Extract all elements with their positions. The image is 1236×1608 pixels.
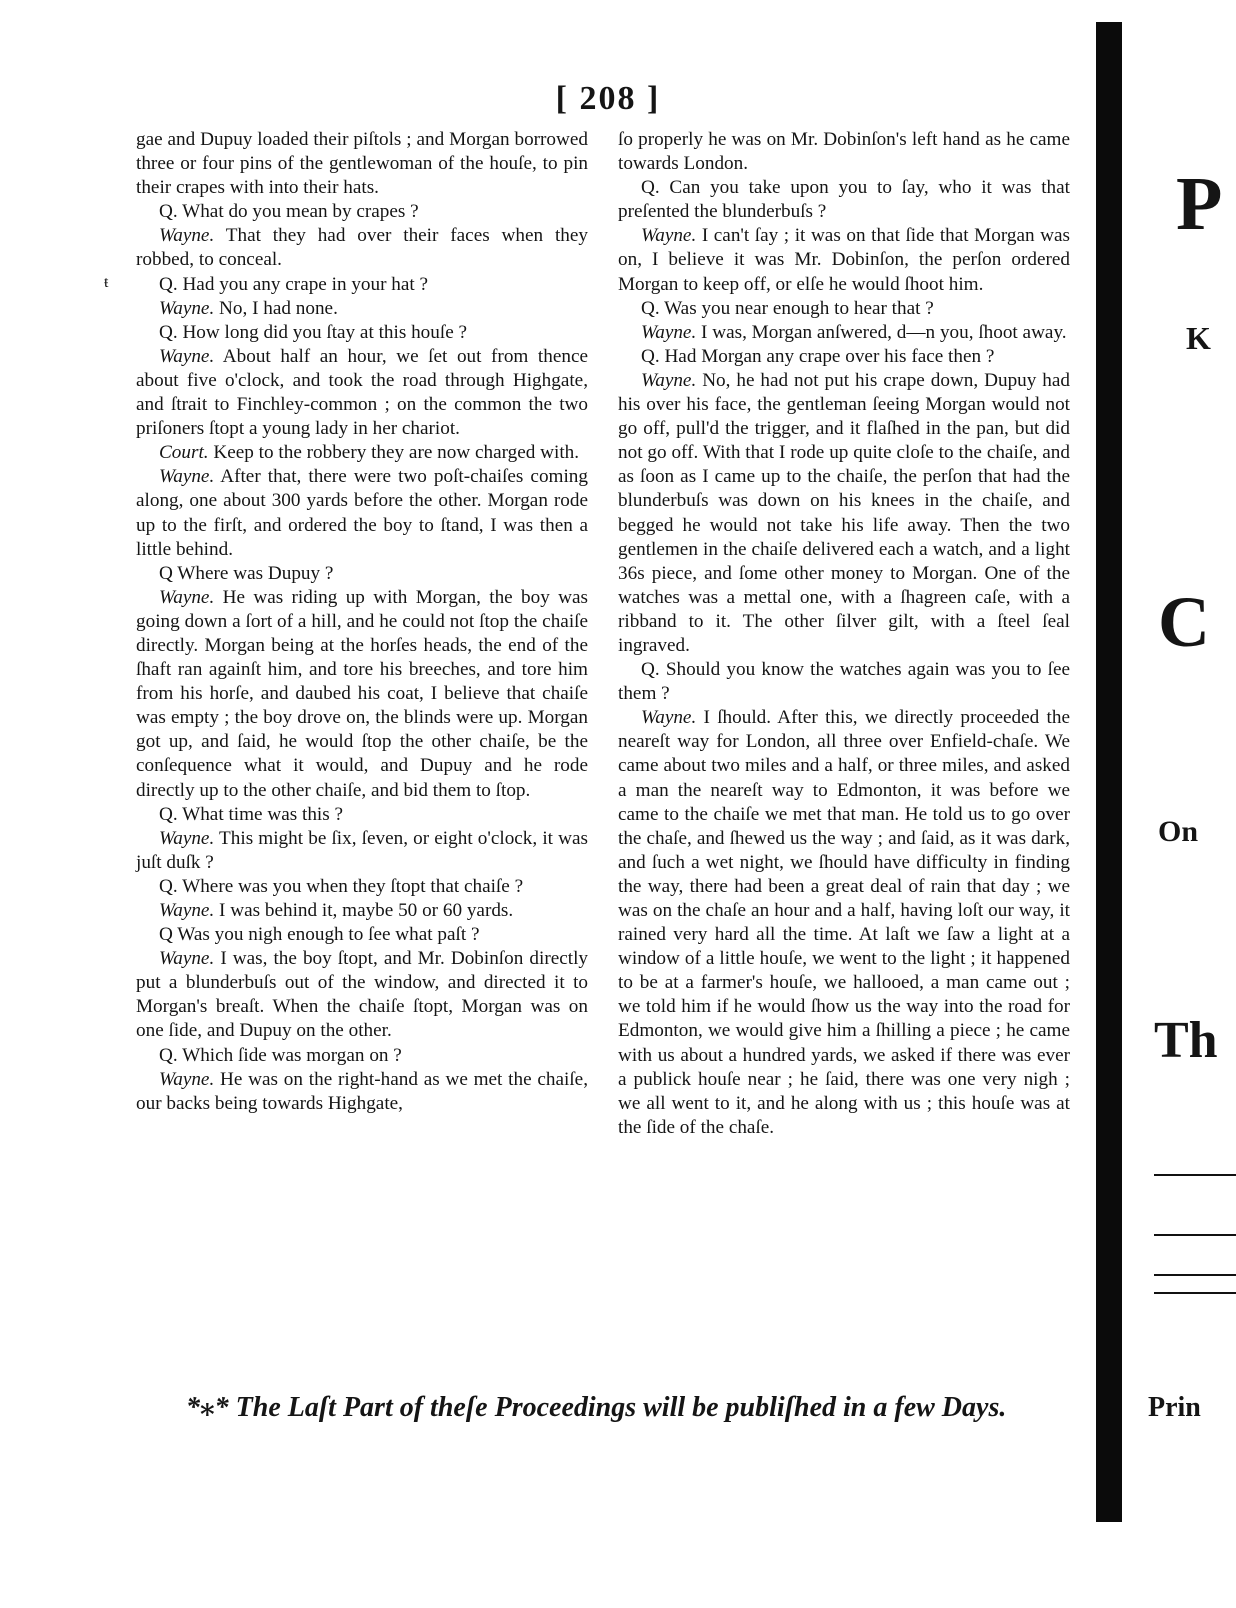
speaker-label: Wayne. (159, 225, 215, 247)
facing-page-text: K (1186, 320, 1211, 356)
paragraph (618, 297, 1070, 321)
paragraph-text: I can't ſay ; it was on that ſide that Morgan was on, I believe it was Mr. Dobinſon, the perſon ordered Morgan to keep off, or elſe he would ſhoot him. (618, 225, 1070, 295)
facing-page-rule (1154, 1234, 1236, 1236)
speaker-label: Wayne. (159, 827, 215, 849)
facing-page-text: P (1176, 164, 1223, 244)
speaker-label: Wayne. (641, 369, 697, 391)
facing-page-text: Prin (1148, 1392, 1201, 1423)
paragraph-text: I was, the boy ſtopt, and Mr. Dobinſon directly put a blunderbuſs out of the window, and directed it to Morgan's breaſt. When the chaiſe ſtopt, Morgan was on one ſide, and Dupuy on the other. (136, 948, 588, 1042)
paragraph-text: No, I had none. (219, 297, 338, 319)
paragraph-text: Q Was you nigh enough to ſee what paſt ? (159, 924, 480, 946)
paragraph-text: This might be ſix, ſeven, or eight o'clock, it was juſt duſk ? (136, 827, 588, 873)
paragraph-text: Q. Can you take upon you to ſay, who it was that preſented the blunderbuſs ? (618, 177, 1070, 223)
speaker-label: Wayne. (159, 345, 215, 367)
facing-page-text: Th (1154, 1012, 1218, 1069)
paragraph-text: Q. Was you near enough to hear that ? (641, 297, 934, 319)
paragraph (136, 465, 588, 561)
paragraph (618, 321, 1070, 345)
paragraph (136, 923, 588, 947)
facing-page-rule (1154, 1274, 1236, 1276)
facing-page-rule (1154, 1292, 1236, 1294)
paragraph-text: I ſhould. After this, we directly proceeded the neareſt way for London, all three over Enfield-chaſe. We came about two miles and a half, or three miles, and asked a man the neareſt way to Edmonton, it was before we came to the chaiſe we met that man. He told us to go over the chaſe, and ſhewed us the way ; and ſaid, as it was dark, and ſuch a wet night, we ſhould have difficulty in finding the way, there had been a great deal of rain that day ; we was on the chaſe an hour and a half, having loſt our way, it rained very hard all the time. At laſt we ſaw a light at a window of a little houſe, we went to the light ; it happened to be at a farmer's houſe, we hallooed, a man came out ; we told him if he would ſhow us the way into the road for Edmonton, we would give him a ſhilling a piece ; he came with us about a hundred yards, we asked if there was ever a publick houſe near ; he ſaid, there was one very nigh ; we all went to it, and he along with us ; this houſe was at the ſide of the chaſe. (618, 707, 1070, 1138)
facing-page-fragment (1136, 812, 1236, 852)
paragraph-text: He was riding up with Morgan, the boy was going down a ſort of a hill, and he could not ſtop the chaiſe directly. Morgan being at the horſes heads, the end of the ſhaft ran againſt him, and tore his breeches, and tore him from his horſe, and daubed his coat, I believe that chaiſe was empty ; the boy drove on, the blinds were up. Morgan got up, and ſaid, he would ſtop the other chaiſe, be the conſequence what it would, and Dupuy and he rode directly up to the other chaiſe, and bid them to ſtop. (136, 586, 589, 801)
book-binding-gutter (1096, 22, 1122, 1522)
speaker-label: Court. (159, 442, 209, 464)
paragraph (136, 321, 588, 345)
page-number: [ 208 ] (555, 80, 661, 117)
paragraph-text: That they had over their faces when they robbed, to conceal. (136, 225, 589, 271)
paragraph (136, 947, 588, 1043)
speaker-label: Wayne. (159, 466, 215, 488)
paragraph (618, 345, 1070, 369)
paragraph (136, 899, 588, 923)
paragraph (136, 1068, 588, 1116)
paragraph-text: About half an hour, we ſet out from thence about five o'clock, and took the road through Highgate, and ſtrait to Finchley-common ; on the common the two priſoners ſtopt a young lady in her chariot. (136, 345, 588, 440)
right-column (618, 128, 1070, 1140)
paragraph (618, 224, 1070, 296)
speaker-label: Wayne. (641, 707, 697, 729)
speaker-label: Wayne. (159, 297, 215, 319)
paragraph-text: I was, Morgan anſwered, d—n you, ſhoot away. (701, 321, 1067, 343)
paragraph-text: After that, there were two poſt-chaiſes coming along, one about 300 yards before the other. Morgan rode up to the firſt, and ordered the boy to ſtand, I was then a little behind. (136, 466, 588, 560)
paragraph (136, 224, 588, 272)
paragraph-text: Q. Should you know the watches again was you to ſee them ? (618, 659, 1070, 705)
paragraph-text: No, he had not put his crape down, Dupuy had his over his face, the gentleman ſeeing Morgan would not go off, pull'd the trigger, and it flaſhed in the pan, but did not go off. With that I rode up quite cloſe to the chaiſe, and as ſoon as I came up to the chaiſe, the perſon that had the blunderbuſs was down on his knees in the chaiſe, and begged he would not take his life away. Then the two gentlemen in the chaiſe delivered each a watch, and a light 36s piece, and ſome other money to Morgan. One of the watches was a mettal one, with a ſhagreen caſe, with a ribband to it. The other ſilver gilt, with a ſteel ſeal ingraved. (618, 369, 1070, 656)
speaker-label: Wayne. (159, 900, 215, 921)
paragraph-text: I was behind it, maybe 50 or 60 yards. (219, 900, 514, 921)
paragraph (136, 586, 588, 803)
paragraph-text: gae and Dupuy loaded their piſtols ; and Morgan borrowed three or four pins of the gentlewoman of the houſe, to pin their crapes with into their hats. (136, 129, 588, 199)
paragraph (618, 128, 1070, 176)
facing-page-fragment (1136, 164, 1236, 244)
facing-page-text: On (1158, 815, 1199, 848)
paragraph (618, 658, 1070, 706)
speaker-label: Wayne. (159, 948, 215, 970)
paragraph (136, 562, 588, 586)
paragraph-text: Q. What time was this ? (159, 803, 344, 825)
paragraph-text: Q. How long did you ſtay at this houſe ? (159, 321, 468, 343)
facing-page-rule (1154, 1174, 1236, 1176)
paragraph (136, 128, 588, 200)
paragraph (136, 875, 588, 899)
paragraph (618, 369, 1070, 658)
paragraph-text: Q Where was Dupuy ? (159, 562, 334, 584)
speaker-label: Wayne. (641, 225, 697, 247)
paragraph-text: He was on the right-hand as we met the chaiſe, our backs being towards Highgate, (136, 1068, 588, 1114)
facing-page-fragment (1136, 1388, 1236, 1428)
paragraph-text: Q. Had you any crape in your hat ? (159, 273, 429, 295)
footer-notice: *⁎* The Laſt Part of theſe Proceedings will be publiſhed in a few Days. (186, 1392, 1007, 1423)
speaker-label: Wayne. (159, 586, 215, 608)
facing-page-fragment (1136, 318, 1236, 358)
paragraph-text: Keep to the robbery they are now charged with. (213, 442, 580, 464)
paragraph (136, 803, 588, 827)
paragraph (136, 1044, 588, 1068)
facing-page-fragment (1136, 582, 1236, 662)
speaker-label: Wayne. (641, 321, 697, 343)
paragraph (136, 273, 588, 297)
paragraph-text: ſo properly he was on Mr. Dobinſon's left hand as he came towards London. (618, 129, 1070, 175)
paragraph-text: Q. Had Morgan any crape over his face then ? (641, 345, 995, 367)
paragraph (618, 176, 1070, 224)
paragraph (136, 441, 588, 465)
paragraph-text: Q. Which ſide was morgan on ? (159, 1044, 402, 1066)
paragraph (136, 200, 588, 224)
paragraph-text: Q. Where was you when they ſtopt that chaiſe ? (159, 875, 524, 897)
left-column (136, 128, 588, 1116)
facing-page-fragment (1136, 1008, 1236, 1074)
speaker-label: Wayne. (159, 1068, 215, 1090)
facing-page-text: C (1158, 582, 1210, 662)
paragraph (136, 345, 588, 441)
paragraph (136, 297, 588, 321)
paragraph (136, 827, 588, 875)
margin-mark: ŧ (104, 274, 109, 291)
paragraph-text: Q. What do you mean by crapes ? (159, 201, 419, 223)
paragraph (618, 706, 1070, 1140)
